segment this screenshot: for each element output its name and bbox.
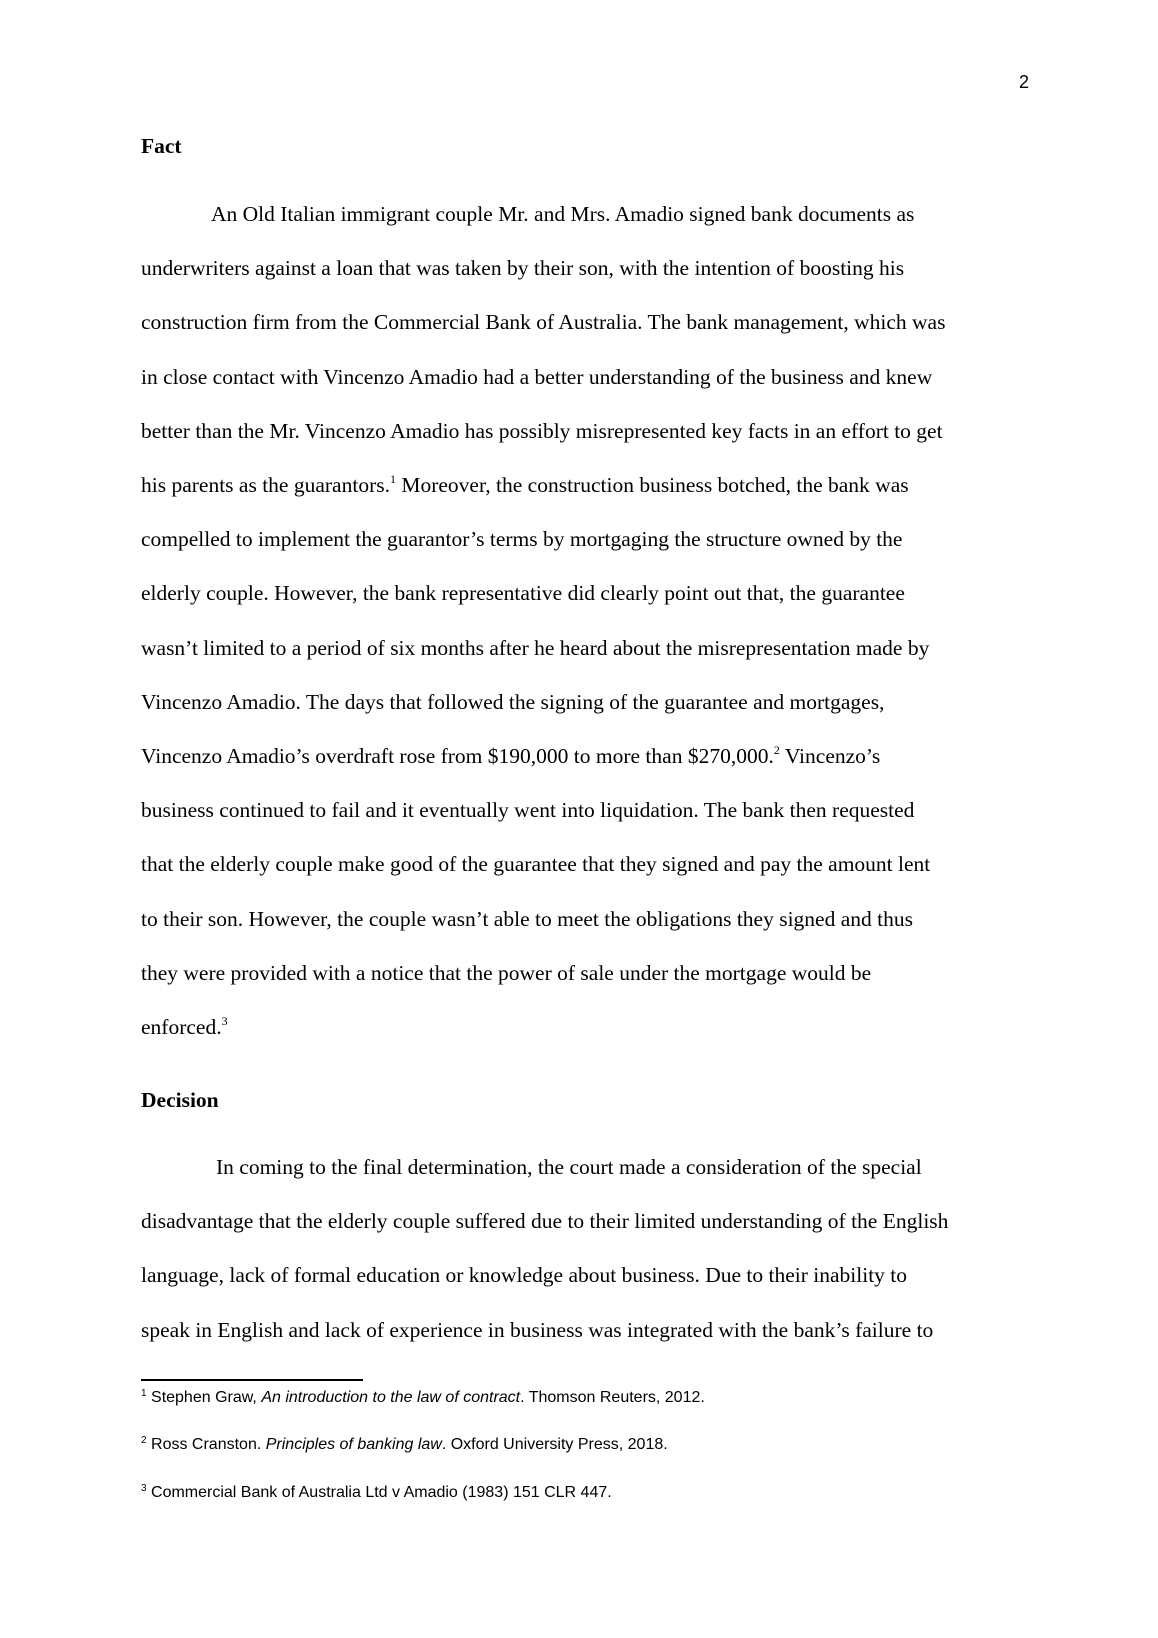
footnote-rest: . Thomson Reuters, 2012. [520,1389,705,1406]
text-line: to their son. However, the couple wasn’t able to meet the obligations they signed and thus [141,906,913,931]
text-segment: enforced. [141,1015,222,1040]
footnote-ref[interactable]: 2 [773,743,780,758]
text-line [141,729,1031,783]
page-number: 2 [1018,72,1029,92]
text-segment: Moreover, the construction business botched, the bank was [395,473,909,498]
text-segment: his parents as the guarantors. [141,473,390,498]
text-line: construction firm from the Commercial Bank of Australia. The bank management, which was [141,310,946,335]
text-line: speak in English and lack of experience in business was integrated with the bank’s failure to [141,1317,934,1342]
text-line [141,458,1031,512]
text-line: An Old Italian immigrant couple Mr. and Mrs. Amadio signed bank documents as [211,202,915,226]
text-segment: Vincenzo’s [779,744,881,769]
text-line: Vincenzo Amadio. The days that followed the signing of the guarantee and mortgages, [141,689,885,714]
text-line: wasn’t limited to a period of six months after he heard about the misrepresentation made by [141,635,930,660]
footnote-1 [141,1389,705,1407]
footnote-ref[interactable]: 1 [389,472,396,487]
text-line: business continued to fail and it eventually went into liquidation. The bank then requested [141,798,915,823]
footnote-separator [141,1379,363,1381]
text-line: better than the Mr. Vincenzo Amadio has possibly misrepresented key facts in an effort to get [141,418,943,443]
footnote-3 [141,1484,612,1502]
text-line: compelled to implement the guarantor’s terms by mortgaging the structure owned by the [141,527,903,552]
fact-heading: Fact [141,134,182,158]
footnote-number: 2 [141,1435,147,1446]
footnote-number: 1 [141,1388,147,1399]
text-segment: Vincenzo Amadio’s overdraft rose from $190,000 to more than $270,000. [141,744,774,769]
footnote-rest: . Oxford University Press, 2018. [441,1436,668,1453]
footnote-author: Stephen Graw, [151,1389,262,1406]
fact-paragraph [141,187,1031,1054]
text-line: disadvantage that the elderly couple suffered due to their limited understanding of the English [141,1209,949,1234]
footnote-2 [141,1436,668,1454]
text-line: In coming to the final determination, the court made a consideration of the special [216,1155,922,1179]
text-line: in close contact with Vincenzo Amadio had a better understanding of the business and knew [141,364,933,389]
text-line: that the elderly couple make good of the guarantee that they signed and pay the amount lent [141,852,931,877]
text-line [141,1000,1031,1054]
decision-paragraph [141,1140,1031,1357]
footnote-title: An introduction to the law of contract [261,1389,521,1406]
footnote-ref[interactable]: 3 [221,1014,228,1029]
text-line: language, lack of formal education or knowledge about business. Due to their inability to [141,1263,908,1288]
footnote-author: Ross Cranston. [151,1436,266,1453]
decision-heading: Decision [141,1088,219,1112]
footnote-title: Principles of banking law [265,1436,442,1453]
footnote-author: Commercial Bank of Australia Ltd v Amadio (1983) 151 CLR 447. [151,1484,612,1501]
text-line: they were provided with a notice that the power of sale under the mortgage would be [141,960,872,985]
text-line: elderly couple. However, the bank representative did clearly point out that, the guarantee [141,581,905,606]
footnote-number: 3 [141,1483,147,1494]
text-line: underwriters against a loan that was taken by their son, with the intention of boosting his [141,256,905,281]
